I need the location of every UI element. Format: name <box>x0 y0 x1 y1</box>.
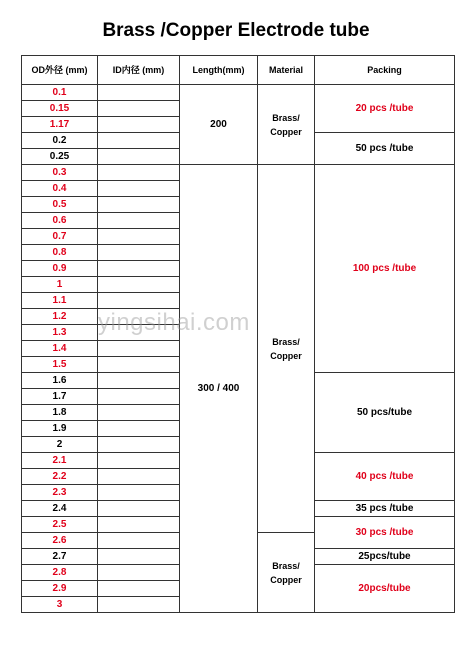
packing-cell: 20pcs/tube <box>315 565 455 613</box>
od-cell: 1.2 <box>22 309 98 325</box>
od-cell: 0.8 <box>22 245 98 261</box>
od-cell: 1.6 <box>22 373 98 389</box>
od-cell: 1.9 <box>22 421 98 437</box>
id-cell <box>98 533 180 549</box>
od-cell: 2.5 <box>22 517 98 533</box>
material-cell: Brass/ Copper <box>258 165 315 533</box>
packing-cell: 35 pcs /tube <box>315 501 455 517</box>
od-cell: 0.5 <box>22 197 98 213</box>
header-packing: Packing <box>315 56 455 85</box>
id-cell <box>98 485 180 501</box>
od-cell: 1.17 <box>22 117 98 133</box>
id-cell <box>98 437 180 453</box>
id-cell <box>98 373 180 389</box>
id-cell <box>98 293 180 309</box>
od-cell: 0.15 <box>22 101 98 117</box>
od-cell: 0.6 <box>22 213 98 229</box>
packing-cell: 20 pcs /tube <box>315 85 455 133</box>
id-cell <box>98 117 180 133</box>
material-cell: Brass/ Copper <box>258 533 315 613</box>
header-od: OD外径 (mm) <box>22 56 98 85</box>
packing-cell: 50 pcs/tube <box>315 373 455 453</box>
od-cell: 0.1 <box>22 85 98 101</box>
table-row <box>22 165 455 181</box>
od-cell: 0.7 <box>22 229 98 245</box>
id-cell <box>98 421 180 437</box>
od-cell: 0.9 <box>22 261 98 277</box>
id-cell <box>98 453 180 469</box>
id-cell <box>98 181 180 197</box>
od-cell: 1.8 <box>22 405 98 421</box>
id-cell <box>98 165 180 181</box>
od-cell: 1 <box>22 277 98 293</box>
header-length: Length(mm) <box>180 56 258 85</box>
header-id: ID内径 (mm) <box>98 56 180 85</box>
od-cell: 3 <box>22 597 98 613</box>
id-cell <box>98 565 180 581</box>
od-cell: 2.9 <box>22 581 98 597</box>
od-cell: 2.7 <box>22 549 98 565</box>
od-cell: 2 <box>22 437 98 453</box>
id-cell <box>98 597 180 613</box>
id-cell <box>98 517 180 533</box>
length-cell: 200 <box>180 85 258 165</box>
id-cell <box>98 277 180 293</box>
id-cell <box>98 101 180 117</box>
id-cell <box>98 341 180 357</box>
packing-cell: 25pcs/tube <box>315 549 455 565</box>
id-cell <box>98 245 180 261</box>
id-cell <box>98 213 180 229</box>
id-cell <box>98 229 180 245</box>
table-row <box>22 85 455 101</box>
id-cell <box>98 133 180 149</box>
id-cell <box>98 197 180 213</box>
od-cell: 0.3 <box>22 165 98 181</box>
length-cell: 300 / 400 <box>180 165 258 613</box>
od-cell: 1.3 <box>22 325 98 341</box>
header-material: Material <box>258 56 315 85</box>
id-cell <box>98 85 180 101</box>
id-cell <box>98 469 180 485</box>
watermark: yingsihai.com <box>98 309 250 336</box>
od-cell: 1.4 <box>22 341 98 357</box>
packing-cell: 50 pcs /tube <box>315 133 455 165</box>
od-cell: 2.6 <box>22 533 98 549</box>
packing-cell: 40 pcs /tube <box>315 453 455 501</box>
od-cell: 0.25 <box>22 149 98 165</box>
packing-cell: 30 pcs /tube <box>315 517 455 549</box>
page-title: Brass /Copper Electrode tube <box>102 20 370 41</box>
od-cell: 1.5 <box>22 357 98 373</box>
id-cell <box>98 357 180 373</box>
od-cell: 2.3 <box>22 485 98 501</box>
od-cell: 2.4 <box>22 501 98 517</box>
od-cell: 0.2 <box>22 133 98 149</box>
od-cell: 2.2 <box>22 469 98 485</box>
id-cell <box>98 581 180 597</box>
material-cell: Brass/ Copper <box>258 85 315 165</box>
id-cell <box>98 261 180 277</box>
od-cell: 1.7 <box>22 389 98 405</box>
od-cell: 2.1 <box>22 453 98 469</box>
id-cell <box>98 149 180 165</box>
id-cell <box>98 549 180 565</box>
id-cell <box>98 405 180 421</box>
od-cell: 0.4 <box>22 181 98 197</box>
packing-cell: 100 pcs /tube <box>315 165 455 373</box>
od-cell: 1.1 <box>22 293 98 309</box>
id-cell <box>98 389 180 405</box>
od-cell: 2.8 <box>22 565 98 581</box>
id-cell <box>98 501 180 517</box>
